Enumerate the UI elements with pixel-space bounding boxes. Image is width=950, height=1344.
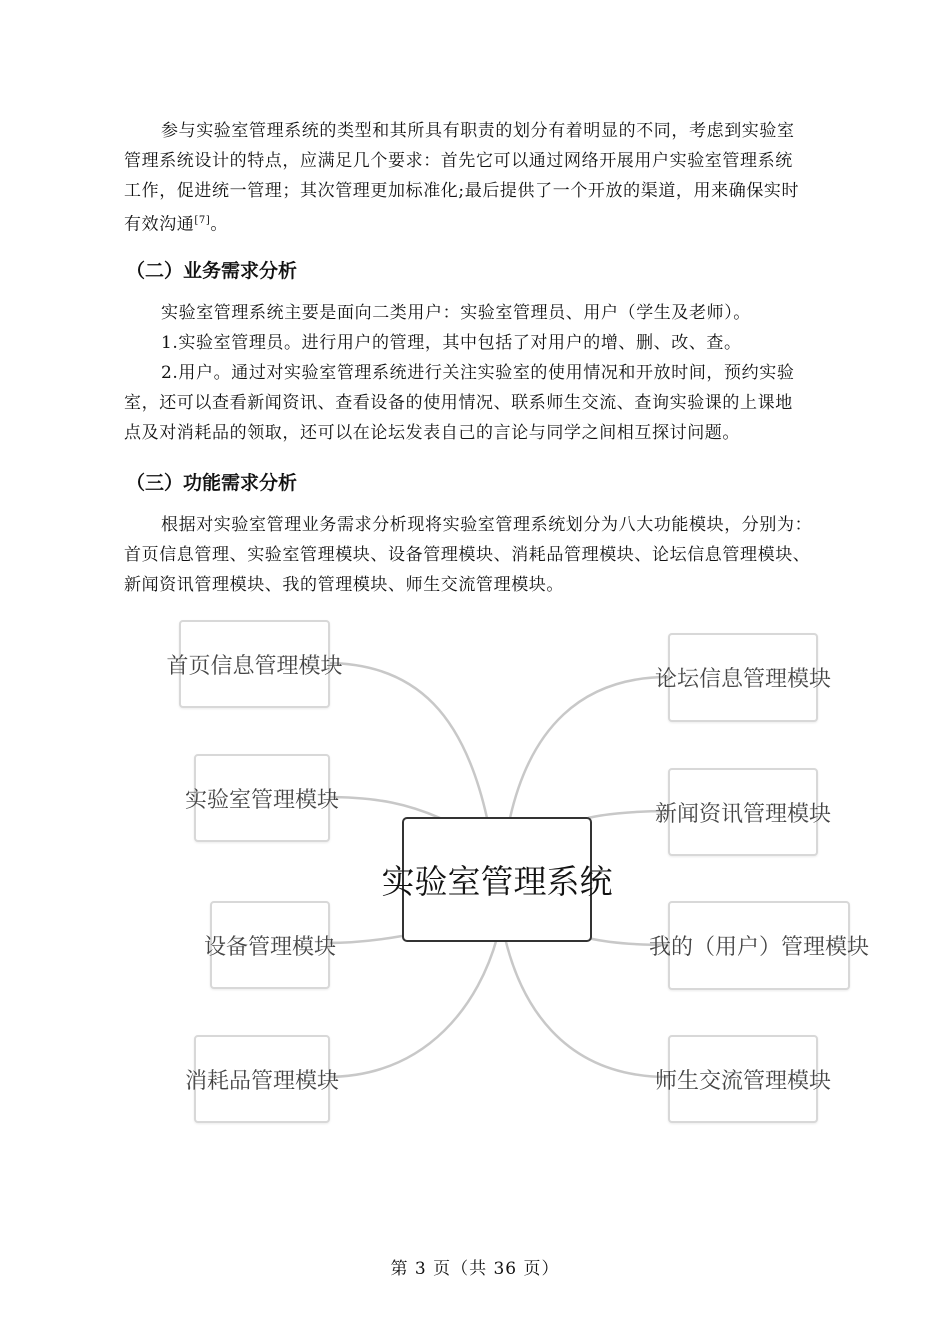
function-line: 首页信息管理、实验室管理模块、设备管理模块、消耗品管理模块、论坛信息管理模块、 — [124, 545, 811, 565]
connector-home — [326, 663, 487, 818]
central-node: 实验室管理系统 — [402, 817, 592, 942]
intro-line: 管理系统设计的特点，应满足几个要求：首先它可以通过网络开展用户实验室管理系统 — [124, 151, 793, 171]
connector-consumable — [326, 938, 497, 1077]
module-node-mine: 我的（用户）管理模块 — [668, 901, 850, 990]
module-node-chat: 师生交流管理模块 — [668, 1035, 818, 1123]
module-node-lab: 实验室管理模块 — [194, 754, 330, 842]
function-line: 根据对实验室管理业务需求分析现将实验室管理系统划分为八大功能模块，分别为： — [161, 515, 813, 535]
module-node-consumable: 消耗品管理模块 — [194, 1035, 330, 1123]
business-line: 点及对消耗品的领取，还可以在论坛发表自己的言论与同学之间相互探讨问题。 — [124, 423, 740, 443]
intro-line: 有效沟通 — [124, 214, 195, 235]
module-node-device: 设备管理模块 — [210, 901, 330, 989]
module-node-news: 新闻资讯管理模块 — [668, 768, 818, 856]
module-node-forum: 论坛信息管理模块 — [668, 633, 818, 722]
connector-device — [326, 936, 402, 943]
connector-chat — [505, 938, 668, 1077]
intro-line: 参与实验室管理系统的类型和其所具有职责的划分有着明显的不同，考虑到实验室 — [161, 121, 795, 141]
business-line: 2.用户。通过对实验室管理系统进行关注实验室的使用情况和开放时间，预约实验 — [161, 363, 795, 383]
module-node-home: 首页信息管理模块 — [179, 620, 330, 708]
function-line: 新闻资讯管理模块、我的管理模块、师生交流管理模块。 — [124, 575, 564, 595]
business-line: 1.实验室管理员。进行用户的管理，其中包括了对用户的增、删、改、查。 — [161, 333, 742, 353]
intro-end: 。 — [210, 214, 228, 235]
connector-forum — [510, 677, 668, 818]
page-number: 第 3 页（共 36 页） — [390, 1259, 560, 1279]
section-heading-business: （二）业务需求分析 — [126, 260, 298, 282]
business-line: 实验室管理系统主要是面向二类用户：实验室管理员、用户（学生及老师）。 — [161, 303, 751, 323]
section-heading-function: （三）功能需求分析 — [126, 472, 298, 494]
intro-line: 工作，促进统一管理；其次管理更加标准化;最后提供了一个开放的渠道，用来确保实时 — [124, 181, 800, 201]
business-line: 室，还可以查看新闻资讯、查看设备的使用情况、联系师生交流、查询实验课的上课地 — [124, 393, 793, 413]
connector-lab — [326, 797, 440, 818]
citation-mark: [7] — [194, 215, 211, 226]
